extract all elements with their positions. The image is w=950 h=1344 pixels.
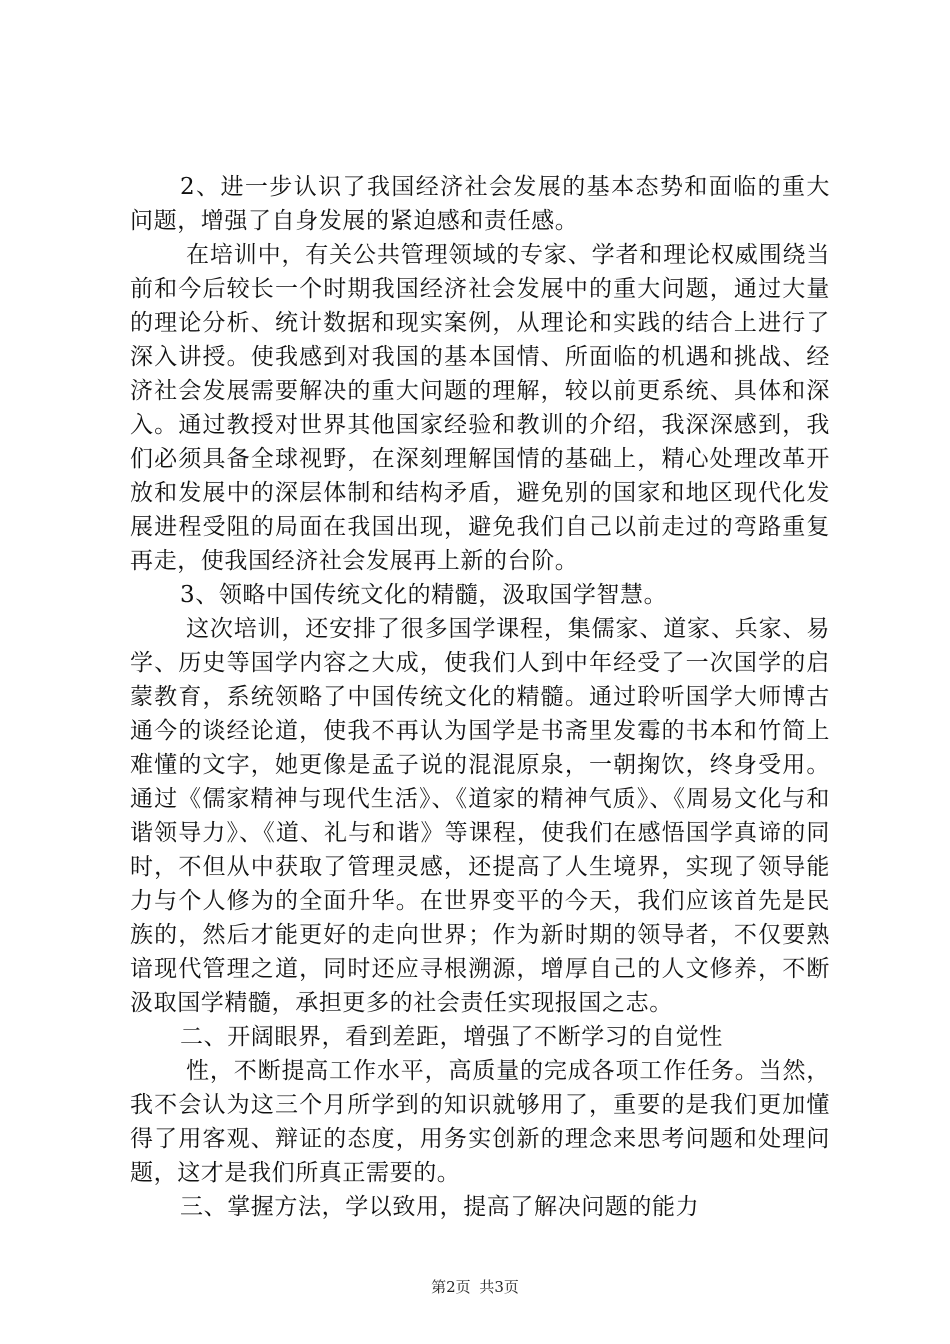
paragraph-part-two-body: 性，不断提高工作水平，高质量的完成各项工作任务。当然，我不会认为这三个月所学到的知识就够用了，重要的是我们更加懂得了用客观、辩证的态度，用务实创新的理念来思考问题和处理问题，这才是我们所真正需要的。 (130, 1058, 830, 1186)
page-footer (0, 1277, 950, 1297)
heading-part-three: 三、掌握方法，学以致用，提高了解决问题的能力 (180, 1194, 700, 1220)
heading-part-two: 二、开阔眼界，看到差距，增强了不断学习的自觉性 (180, 1024, 723, 1050)
paragraph-section-3-heading: 3、领略中国传统文化的精髓，汲取国学智慧。 (180, 582, 668, 608)
page-total: 共3页 (479, 1278, 519, 1296)
paragraph-section-2-body: 在培训中，有关公共管理领域的专家、学者和理论权威围绕当前和今后较长一个时期我国经济社会发展中的重大问题，通过大量的理论分析、统计数据和现实案例，从理论和实践的结合上进行了深入讲授。使我感到对我国的基本国情、所面临的机遇和挑战、经济社会发展需要解决的重大问题的理解，较以前更系统、具体和深入。通过教授对世界其他国家经验和教训的介绍，我深深感到，我们必须具备全球视野，在深刻理解国情的基础上，精心处理改革开放和发展中的深层体制和结构矛盾，避免别的国家和地区现代化发展进程受阻的局面在我国出现，避免我们自己以前走过的弯路重复再走，使我国经济社会发展再上新的台阶。 (130, 242, 830, 574)
paragraph-section-2-heading: 2、进一步认识了我国经济社会发展的基本态势和面临的重大问题，增强了自身发展的紧迫感和责任感。 (130, 174, 830, 234)
page-number: 第2页 (431, 1278, 471, 1296)
paragraph-section-3-body: 这次培训，还安排了很多国学课程，集儒家、道家、兵家、易学、历史等国学内容之大成，使我们人到中年经受了一次国学的启蒙教育，系统领略了中国传统文化的精髓。通过聆听国学大师博古通今的谈经论道，使我不再认为国学是书斋里发霉的书本和竹简上难懂的文字，她更像是孟子说的混混原泉，一朝掬饮，终身受用。通过《儒家精神与现代生活》、《道家的精神气质》、《周易文化与和谐领导力》、《道、礼与和谐》等课程，使我们在感悟国学真谛的同时，不但从中获取了管理灵感，还提高了人生境界，实现了领导能力与个人修为的全面升华。在世界变平的今天，我们应该首先是民族的，然后才能更好的走向世界；作为新时期的领导者，不仅要熟谙现代管理之道，同时还应寻根溯源，增厚自己的人文修养，不断汲取国学精髓，承担更多的社会责任实现报国之志。 (130, 616, 830, 1016)
document-body (130, 170, 830, 1224)
